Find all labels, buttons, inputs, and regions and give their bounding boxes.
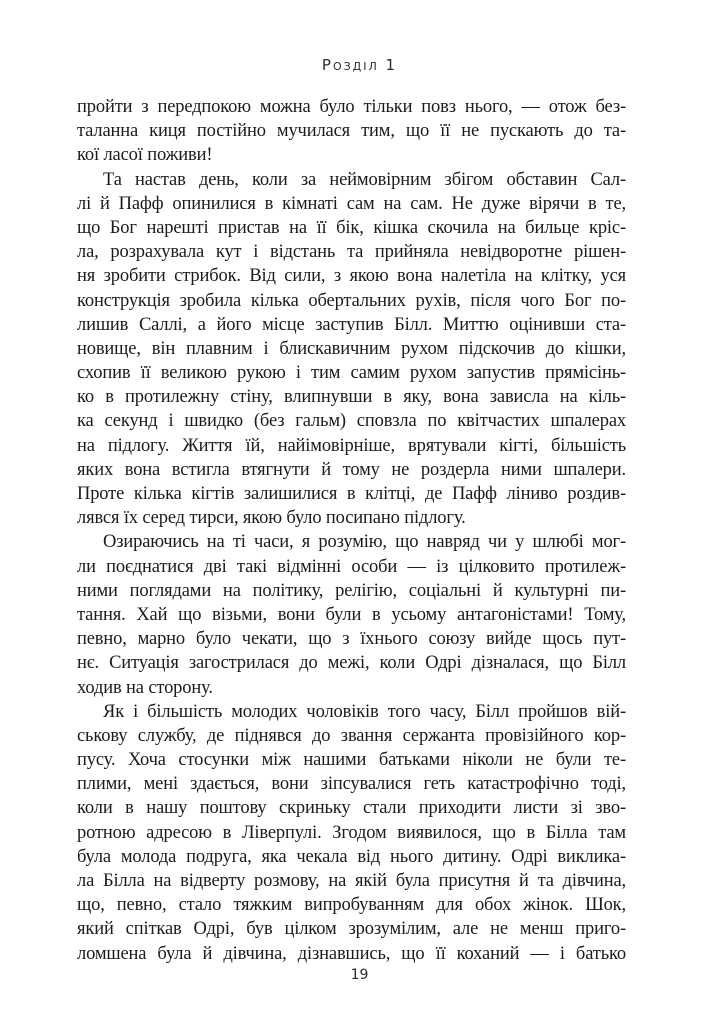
text-line: на підлогу. Життя їй, найімовірніше, врятували кігті, більшість xyxy=(77,435,626,456)
text-line: ка секунд і швидко (без гальм) сповзла по квітчастих шпалерах xyxy=(77,411,626,432)
chapter-header: Розділ 1 xyxy=(321,56,398,74)
text-line: схопив її великою рукою і тим самим рухом запустив прямісінь- xyxy=(77,363,626,384)
text-line: ня зробити стрибок. Від сили, з якою вона налетіла на клітку, уся xyxy=(77,266,626,287)
text-line: ла Білла на відверту розмову, на якій була присутня й та дівчина, xyxy=(77,871,626,891)
text-line: лишив Саллі, а його місце заступив Білл. Миттю оцінивши ста- xyxy=(77,314,626,335)
text-line: була молода подруга, яка чекала від нього дитину. Одрі виклика- xyxy=(77,846,626,867)
text-line: ротною адресою в Ліверпулі. Згодом виявилося, що в Білла там xyxy=(77,822,626,843)
text-line: певно, марно було чекати, що з їхнього союзу вийде щось пут- xyxy=(77,629,626,650)
text-line: ли поєднатися дві такі відмінні особи — із цілковито протилеж- xyxy=(77,556,626,577)
text-line: Та настав день, коли за неймовірним збігом обставин Сал- xyxy=(103,169,626,190)
text-line: ними поглядами на політику, релігію, соціальні й культурні пи- xyxy=(77,580,626,601)
text-line: ла, розрахувала кут і відстань та прийняла невідворотне рішен- xyxy=(77,242,626,263)
text-line: яких вона встигла втягнути й тому не роздерла ними шпалери. xyxy=(77,459,626,480)
text-line: плими, мені здається, вони зіпсувалися геть катастрофічно тоді, xyxy=(77,774,626,795)
text-line: лі й Пафф опинилися в кімнаті сам на сам. Не дуже вірячи в те, xyxy=(77,193,626,214)
text-line: ко в протилежну стіну, влипнувши в яку, вона зависла на кіль- xyxy=(77,387,626,408)
text-line: лявся їх серед тирси, якою було посипано підлогу. xyxy=(77,508,466,529)
text-line: новище, він плавним і блискавичним рухом підскочив до кішки, xyxy=(77,338,626,359)
text-line: таланна киця постійно мучилася тим, що її не пускають до та- xyxy=(77,121,626,142)
page-text xyxy=(77,95,626,966)
text-line: ськову службу, де піднявся до звання сержанта провізійного кор- xyxy=(77,725,626,746)
text-line: Проте кілька кігтів залишилися в клітці, де Пафф ліниво роздив- xyxy=(77,484,626,504)
text-line: тання. Хай що візьми, вони були в усьому антагоністами! Тому, xyxy=(77,604,626,625)
text-line: коли в нашу поштову скриньку стали приходити листи зі зво- xyxy=(77,798,626,819)
text-line: Озираючись на ті часи, я розумію, що навряд чи у шлюбі мог- xyxy=(103,532,626,553)
text-line: кої ласої поживи! xyxy=(77,145,213,166)
text-line: ходив на сторону. xyxy=(77,677,213,698)
text-line: пусу. Хоча стосунки між нашими батьками ніколи не були те- xyxy=(77,750,626,771)
text-line: нє. Ситуація загострилася до межі, коли Одрі дізналася, що Білл xyxy=(77,653,626,674)
text-line: що Бог нарешті пристав на її бік, кішка скочила на бильце кріс- xyxy=(77,217,626,238)
text-line: ломшена була й дівчина, дізнавшись, що її коханий — і батько xyxy=(77,943,626,964)
text-line: Як і більшість молодих чоловіків того часу, Білл пройшов вій- xyxy=(103,701,626,722)
text-line: що, певно, стало тяжким випробуванням для обох жінок. Шок, xyxy=(77,895,626,916)
text-line: конструкція зробила кілька обертальних рухів, після чого Бог по- xyxy=(77,290,626,311)
text-line: пройти з передпокою можна було тільки повз нього, — отож без- xyxy=(77,97,626,117)
text-line: який спіткав Одрі, був цілком зрозумілим, але не менш приго- xyxy=(77,919,626,940)
page-number: 19 xyxy=(350,967,369,983)
